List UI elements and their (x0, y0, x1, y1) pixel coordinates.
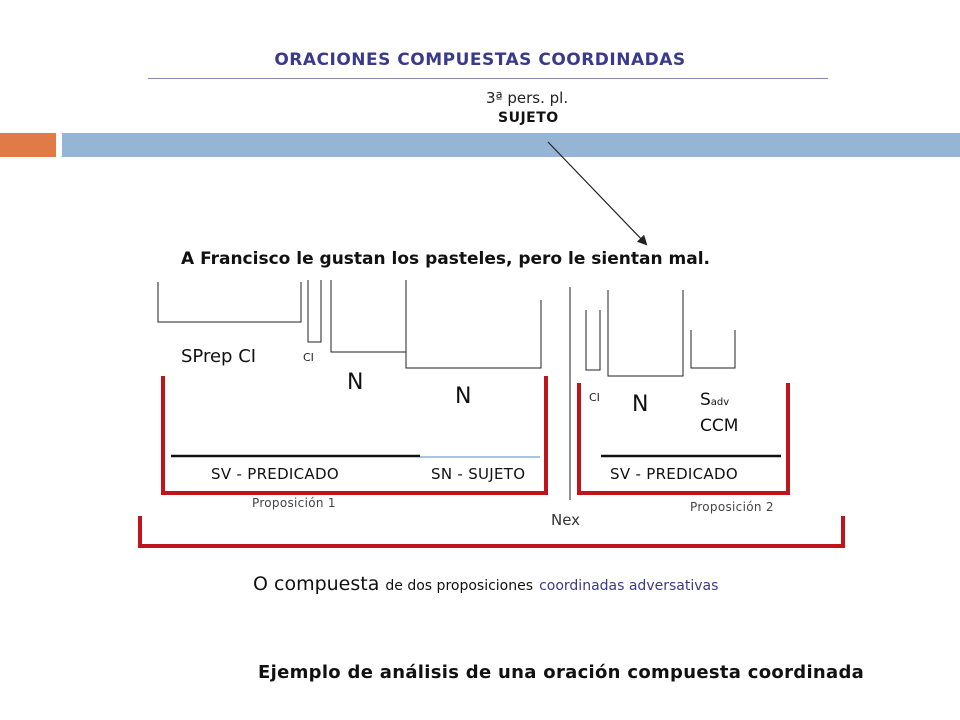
page-title: ORACIONES COMPUESTAS COORDINADAS (274, 50, 686, 70)
label-nucleus-3: N (632, 392, 649, 417)
label-proposition-2: Proposición 2 (690, 500, 774, 514)
label-sn-sujeto: SN - SUJETO (431, 465, 526, 483)
bracket-n-2 (406, 300, 541, 368)
bracket-sprep (158, 282, 301, 322)
label-sv-predicado-2: SV - PREDICADO (610, 465, 738, 483)
label-sprep-ci: SPrep CI (181, 346, 257, 367)
bracket-n-3 (608, 290, 683, 376)
label-ci-1: CI (303, 351, 314, 364)
bracket-ci-2 (586, 310, 600, 370)
compound-sentence-caption (253, 573, 718, 595)
label-sv-predicado-1: SV - PREDICADO (211, 465, 339, 483)
bracket-ci-1 (308, 280, 321, 342)
label-proposition-1: Proposición 1 (252, 496, 336, 510)
bracket-sadv (691, 330, 735, 368)
label-ci-2: CI (589, 391, 600, 404)
subject-function-note: SUJETO (498, 110, 559, 126)
example-sentence: A Francisco le gustan los pasteles, pero le sientan mal. (181, 249, 710, 269)
compound-middle: de dos proposiciones (385, 578, 534, 594)
label-sadv (700, 390, 729, 410)
bracket-compound (140, 516, 843, 546)
subject-person-note: 3ª pers. pl. (486, 89, 569, 107)
label-nucleus-1: N (347, 370, 364, 395)
compound-main: O compuesta (253, 573, 380, 595)
label-nexus: Nex (551, 511, 581, 529)
compound-highlight: coordinadas adversativas (539, 578, 719, 594)
label-sadv-main: S (700, 390, 711, 410)
bracket-n-1 (331, 280, 406, 352)
label-ccm: CCM (700, 416, 739, 436)
label-sadv-subscript: adv (710, 397, 730, 408)
label-nucleus-2: N (455, 384, 472, 409)
slide-footer-caption: Ejemplo de análisis de una oración compuesta coordinada (258, 662, 865, 683)
subject-arrow (548, 142, 646, 244)
